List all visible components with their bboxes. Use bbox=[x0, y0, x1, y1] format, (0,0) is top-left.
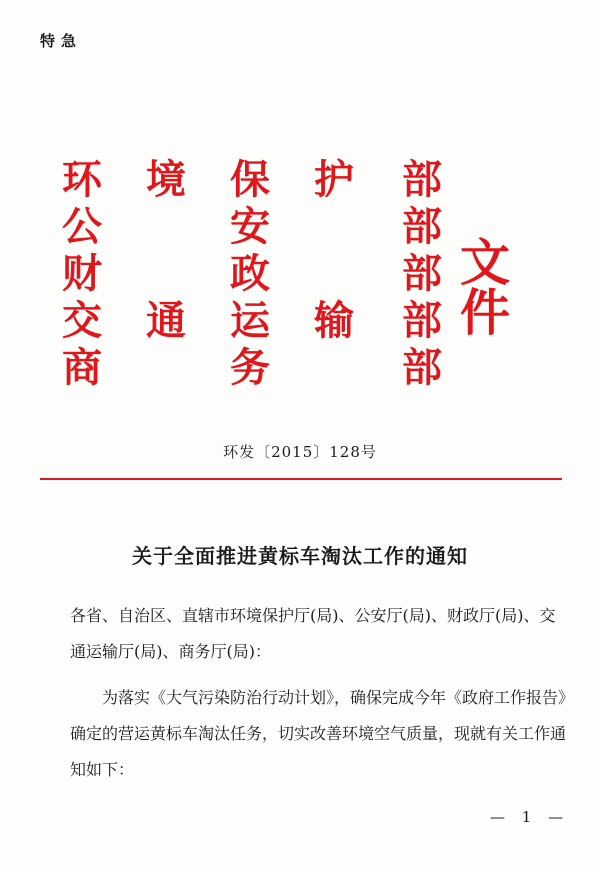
issuer-char: 部 bbox=[402, 203, 442, 250]
document-title: 关于全面推进黄标车淘汰工作的通知 bbox=[132, 544, 468, 568]
red-divider bbox=[40, 478, 562, 480]
issuer-char: 商 bbox=[62, 344, 102, 391]
issuer-char: 部 bbox=[402, 156, 442, 203]
document-type-label: 文件 bbox=[460, 233, 512, 342]
recipients-paragraph: 各省、自治区、直辖市环境保护厅(局)、公安厅(局)、财政厅(局)、交通运输厅(局)、商务厅(局)： bbox=[70, 606, 556, 661]
issuer-char: 部 bbox=[402, 344, 442, 391]
issuer-char: 境 bbox=[146, 156, 186, 203]
issuer-char: 通 bbox=[146, 297, 186, 344]
issuer-char: 环 bbox=[62, 156, 102, 203]
issuer-char: 部 bbox=[402, 250, 442, 297]
issuer-char: 保 bbox=[230, 156, 270, 203]
issuer-char: 部 bbox=[402, 297, 442, 344]
issuer-char: 财 bbox=[62, 250, 102, 297]
issuer-char: 输 bbox=[314, 297, 354, 344]
issuer-char: 交 bbox=[62, 297, 102, 344]
issuer-char: 护 bbox=[314, 156, 354, 203]
issuer-char: 务 bbox=[230, 344, 270, 391]
urgency-label: 特急 bbox=[40, 32, 83, 50]
body-paragraph: 为落实《大气污染防治行动计划》，确保完成今年《政府工作报告》确定的营运黄标车淘汰任务，切实改善环境空气质量，现就有关工作通知如下： bbox=[70, 688, 567, 779]
page-number: — 1 — bbox=[490, 808, 570, 826]
issuer-char: 政 bbox=[230, 250, 270, 297]
issuer-char: 运 bbox=[230, 297, 270, 344]
document-number: 环发〔2015〕128号 bbox=[223, 443, 377, 461]
issuer-char: 公 bbox=[62, 203, 102, 250]
issuer-char: 安 bbox=[230, 203, 270, 250]
